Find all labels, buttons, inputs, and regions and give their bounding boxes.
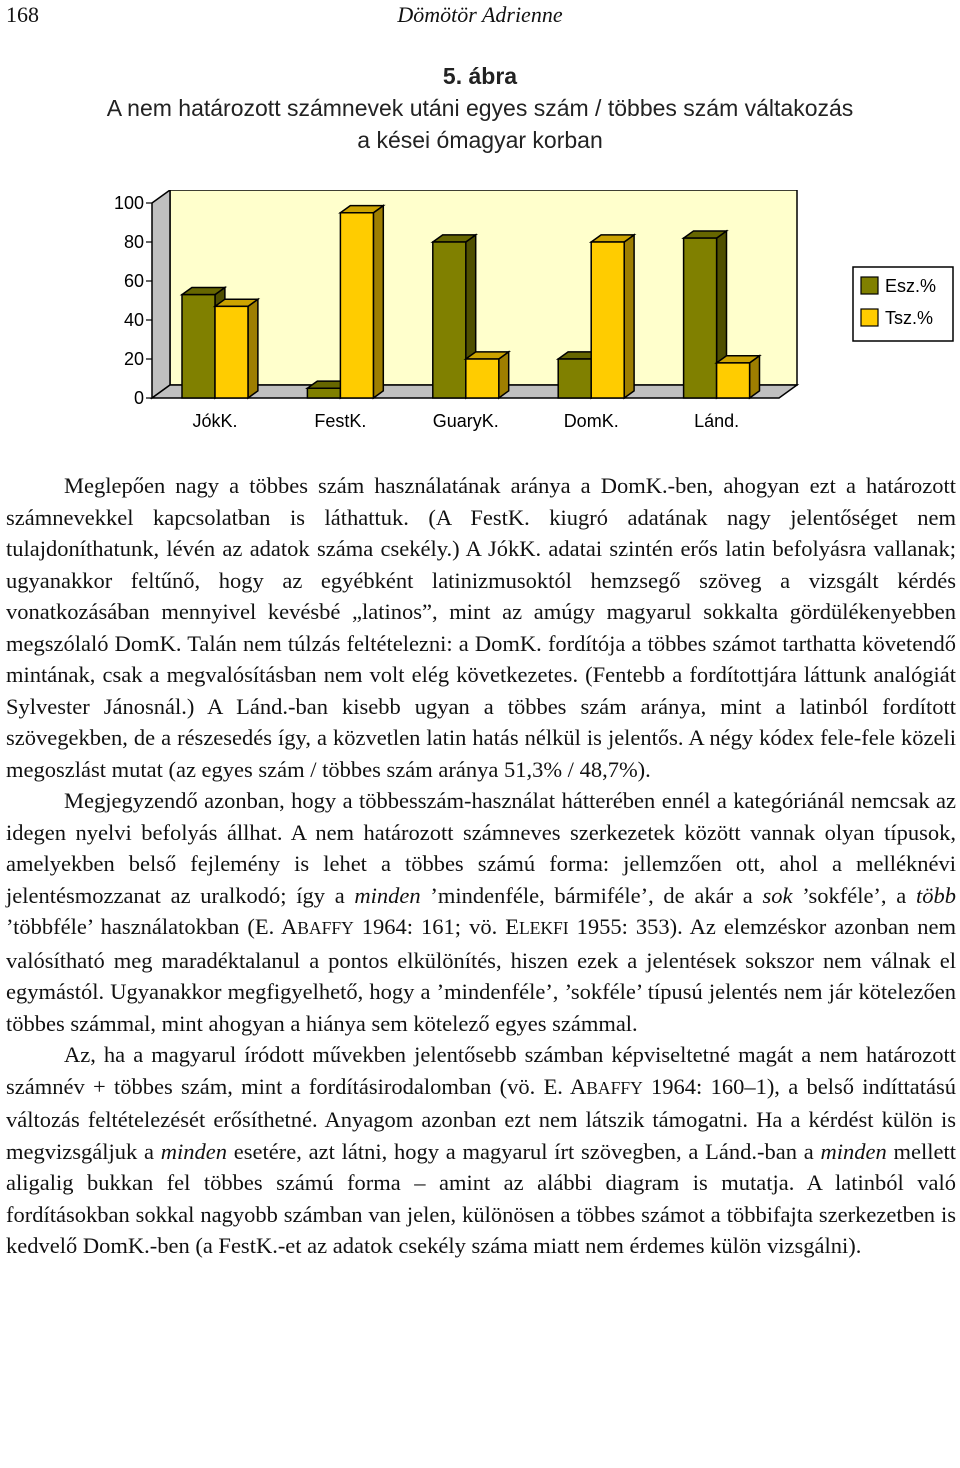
figure-title-line-2: a kései ómagyar korban — [357, 127, 603, 153]
figure-title-line-1: A nem határozott számnevek utáni egyes szám / többes szám váltakozás — [106, 95, 854, 121]
bar-esz — [307, 388, 340, 398]
italic-term: sok — [762, 882, 793, 908]
y-tick-label: 40 — [123, 310, 144, 330]
x-category-label: JókK. — [192, 411, 238, 431]
running-head-author: Dömötör Adrienne — [397, 2, 563, 27]
bar-tsz — [591, 242, 624, 398]
bar-esz — [182, 295, 215, 398]
italic-term: minden — [160, 1138, 227, 1164]
body-text — [6, 470, 956, 1262]
x-category-label: Lánd. — [694, 411, 740, 431]
figure-caption — [0, 60, 960, 156]
text-run: 1964: 161; vö. E — [353, 914, 519, 939]
text-run: ’többféle’ használatokban (E. A — [6, 914, 298, 939]
bar-side — [624, 235, 634, 398]
italic-term: minden — [354, 882, 421, 908]
bar-side — [248, 299, 258, 398]
y-tick-label: 60 — [123, 271, 144, 291]
italic-term: több — [915, 882, 956, 908]
text-run: ’mindenféle, bármiféle’, de akár a — [420, 882, 763, 908]
bar-side — [373, 206, 383, 398]
paragraph — [6, 1039, 956, 1262]
bar-chart — [0, 190, 960, 440]
text-run: 1964: 160–1), a belső indíttatású változás feltételezését erősíthetné. Anyagom azonban ezt nem látszik támogatni. Ha a kérdést külön is megvizsgáljuk a — [6, 1073, 956, 1164]
chart-side-wall — [152, 190, 170, 398]
page-header — [0, 0, 960, 30]
legend-label: Esz.% — [885, 276, 937, 296]
bar-tsz — [215, 306, 248, 398]
text-run: Az, ha a magyarul íródott művekben jelentősebb számban képviseltetné magát a nem határozott számnév + többes szám, mint a fordításirodalomban (vö. E. A — [6, 1042, 956, 1099]
text-run: Megjegyzendő azonban, hogy a többesszám-használat hátterében ennél a kategóriánál nemcsak az idegen nyelvi befolyás állhat. A nem határozott számneves szerkezetek között vannak olyan típusok, amelyekben belső fejlemény is lehet a többes számú forma: jellemzően ott, ahol a melléknévi jelentésmozzanat az uralkodó; így a — [6, 788, 956, 908]
legend-swatch — [861, 277, 878, 294]
text-run: ’sokféle’, a — [792, 882, 916, 908]
bar-tsz — [717, 363, 750, 398]
small-caps-author: LEKFI — [518, 918, 569, 938]
bar-tsz — [340, 213, 373, 398]
legend-swatch — [861, 309, 878, 326]
figure-number: 5. ábra — [442, 63, 518, 89]
bar-esz — [433, 242, 466, 398]
bar-esz — [558, 359, 591, 398]
small-caps-author: BAFFY — [297, 918, 354, 938]
small-caps-author: BAFFY — [586, 1077, 643, 1098]
y-tick-label: 0 — [133, 388, 144, 408]
paragraph — [6, 785, 956, 1039]
y-tick-label: 80 — [123, 232, 144, 252]
y-tick-label: 20 — [123, 349, 144, 369]
italic-term: minden — [820, 1138, 887, 1164]
x-category-label: GuaryK. — [432, 411, 499, 431]
text-run: esetére, azt látni, hogy a magyarul írt szövegben, a Lánd.-ban a — [227, 1138, 821, 1164]
y-tick-label: 100 — [113, 193, 144, 213]
text-run: 1955: 353). Az elemzéskor azonban nem valósítható meg maradéktalanul a pontos elkülönítés, hiszen ezek a jelentések sokszor nem válnak el egymástól. Ugyanakkor megfigyelhető, hogy a ’mindenféle’, ’sokféle’ típusú jelentés nem jár kötelezően többes számmal, mint ahogyan a hiánya sem kötelező egyes számmal. — [6, 914, 957, 1036]
x-category-label: FestK. — [314, 411, 367, 431]
x-category-label: DomK. — [563, 411, 619, 431]
bar-tsz — [466, 359, 499, 398]
page-number: 168 — [6, 2, 39, 27]
legend-label: Tsz.% — [885, 308, 934, 328]
paragraph — [6, 470, 956, 785]
text-run: mellett aligalig bukkan fel többes számú forma – amint az alábbi diagram is mutatja. A latinból való fordításokban sokkal nagyobb számban van jelen, különösen a többes számot a többifajta szerkezetben is kedvelő DomK.-ben (a FestK.-et az adatok csekély száma miatt nem érdemes külön vizsgálni). — [6, 1138, 956, 1258]
text-run: Meglepően nagy a többes szám használatának aránya a DomK.-ben, ahogyan ezt a határozott számnevekkel kapcsolatban is láthattuk. (A FestK. kiugró adatának nagy jelentőséget nem tulajdoníthatunk, lévén az adatok száma csekély.) A JókK. adatai szintén erős latin befolyásra vallanak; ugyanakkor feltűnő, hogy az egyébként latinizmusoktól hemzsegő szöveg a vizsgált kérdés vonatkozásában mennyivel kevésbé „latinos”, mint az amúgy magyarul sokkalta gördülékenyebben megszólaló DomK. Talán nem túlzás feltételezni: a DomK. fordítója a többes számot tarthatta követendő mintának, csak a megvalósításban nem volt elég következetes. (Fentebb a fordítottjára láttunk analógiát Sylvester Jánosnál.) A Lánd.-ban kisebb ugyan a többes szám aránya, mint a latinból fordított szövegekben, de a részesedés így, a közvetlen latin hatás nélkül is jelentős. A négy kódex fele-fele közeli megoszlást mutat (az egyes szám / többes szám aránya 51,3% / 48,7%). — [6, 473, 956, 782]
bar-esz — [684, 238, 717, 398]
